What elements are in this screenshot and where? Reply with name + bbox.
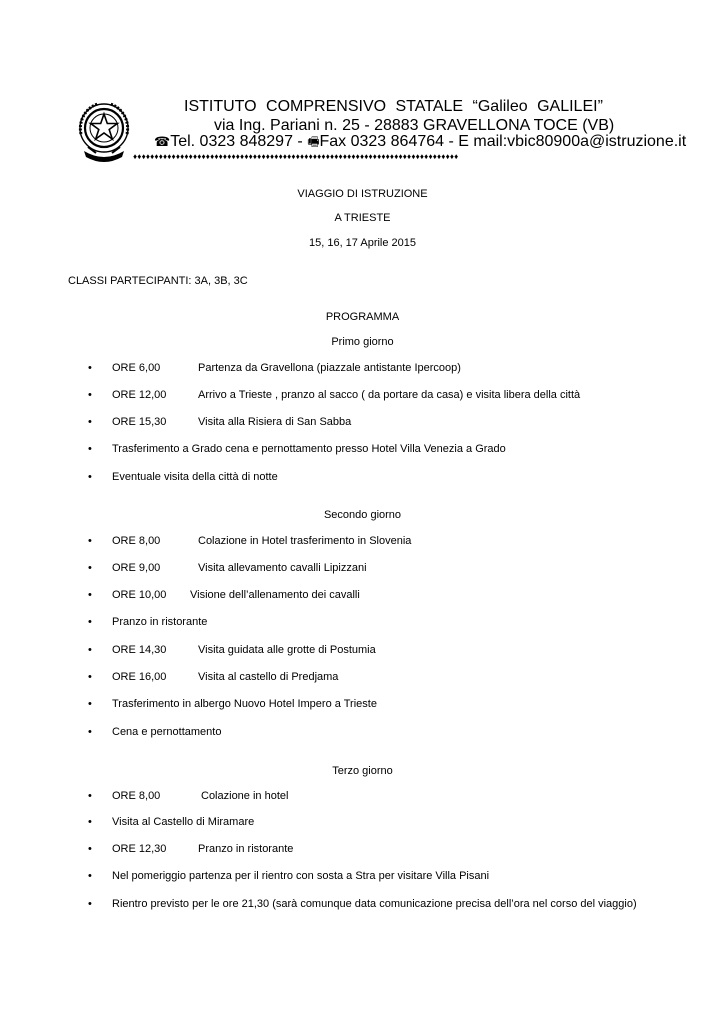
item-time: ORE 8,00 <box>112 535 161 547</box>
item-text: Colazione in hotel <box>201 790 289 802</box>
fax-and-email: Fax 0323 864764 - E mail:vbic80900a@istruzione.it <box>319 133 687 150</box>
bullet: • <box>88 362 92 374</box>
bullet: • <box>88 698 92 710</box>
item-text: Pranzo in ristorante <box>112 616 208 628</box>
header-separator: ♦♦♦♦♦♦♦♦♦♦♦♦♦♦♦♦♦♦♦♦♦♦♦♦♦♦♦♦♦♦♦♦♦♦♦♦♦♦♦♦♦♦♦♦♦♦♦♦♦♦♦♦♦♦♦♦♦♦♦♦♦♦♦♦♦♦♦♦♦♦♦♦♦♦♦♦ <box>133 152 459 161</box>
bullet: • <box>88 443 92 455</box>
item-time: ORE 14,30 <box>112 644 167 656</box>
item-text: Trasferimento in albergo Nuovo Hotel Impero a Trieste <box>112 698 377 710</box>
item-text: Partenza da Gravellona (piazzale antistante Ipercoop) <box>198 362 461 374</box>
phone-icon: ☎ <box>154 134 171 149</box>
item-text: Visita al castello di Predjama <box>198 671 339 683</box>
school-contacts <box>154 133 686 151</box>
item-time: ORE 12,30 <box>112 843 167 855</box>
item-text: Pranzo in ristorante <box>198 843 294 855</box>
item-text: Rientro previsto per le ore 21,30 (sarà comunque data comunicazione precisa dell’ora nel corso del viaggio) <box>112 898 637 910</box>
item-time: ORE 9,00 <box>112 562 161 574</box>
item-text: Visita allevamento cavalli Lipizzani <box>198 562 367 574</box>
item-time: ORE 16,00 <box>112 671 167 683</box>
bullet: • <box>88 562 92 574</box>
item-text: Arrivo a Trieste , pranzo al sacco ( da portare da casa) e visita libera della città <box>198 389 581 401</box>
trip-title: VIAGGIO DI ISTRUZIONE <box>297 188 428 200</box>
republic-emblem-logo <box>76 101 132 167</box>
item-text: Cena e pernottamento <box>112 726 222 738</box>
day-title: Secondo giorno <box>323 509 402 521</box>
bullet: • <box>88 790 92 802</box>
item-time: ORE 12,00 <box>112 389 167 401</box>
trip-dates: 15, 16, 17 Aprile 2015 <box>308 237 417 249</box>
item-text: Visita al Castello di Miramare <box>112 816 255 828</box>
program-title: PROGRAMMA <box>325 311 400 323</box>
bullet: • <box>88 389 92 401</box>
day-title: Terzo giorno <box>332 765 393 777</box>
bullet: • <box>88 416 92 428</box>
bullet: • <box>88 870 92 882</box>
bullet: • <box>88 589 92 601</box>
item-time: ORE 10,00 <box>112 589 167 601</box>
school-address: via Ing. Pariani n. 25 - 28883 GRAVELLONA TOCE (VB) <box>214 117 615 134</box>
item-time: ORE 15,30 <box>112 416 167 428</box>
item-text: Nel pomeriggio partenza per il rientro con sosta a Stra per visitare Villa Pisani <box>112 870 490 882</box>
participating-classes: CLASSI PARTECIPANTI: 3A, 3B, 3C <box>68 275 248 287</box>
phone-number: Tel. 0323 848297 - <box>170 133 308 150</box>
bullet: • <box>88 671 92 683</box>
bullet: • <box>88 816 92 828</box>
day-title: Primo giorno <box>331 336 394 348</box>
item-text: Eventuale visita della città di notte <box>112 471 278 483</box>
bullet: • <box>88 471 92 483</box>
bullet: • <box>88 726 92 738</box>
bullet: • <box>88 843 92 855</box>
item-text: Visita guidata alle grotte di Postumia <box>198 644 376 656</box>
bullet: • <box>88 898 92 910</box>
trip-destination: A TRIESTE <box>334 212 391 224</box>
school-name: ISTITUTO COMPRENSIVO STATALE “Galileo GALILEI” <box>184 98 603 115</box>
item-text: Colazione in Hotel trasferimento in Slovenia <box>198 535 412 547</box>
bullet: • <box>88 535 92 547</box>
item-text: Visita alla Risiera di San Sabba <box>198 416 352 428</box>
bullet: • <box>88 644 92 656</box>
item-text: Trasferimento a Grado cena e pernottamento presso Hotel Villa Venezia a Grado <box>112 443 506 455</box>
bullet: • <box>88 616 92 628</box>
item-time: ORE 8,00 <box>112 790 161 802</box>
item-text: Visione dell’allenamento dei cavalli <box>190 589 360 601</box>
fax-icon: 🖷 <box>307 134 320 149</box>
item-time: ORE 6,00 <box>112 362 161 374</box>
